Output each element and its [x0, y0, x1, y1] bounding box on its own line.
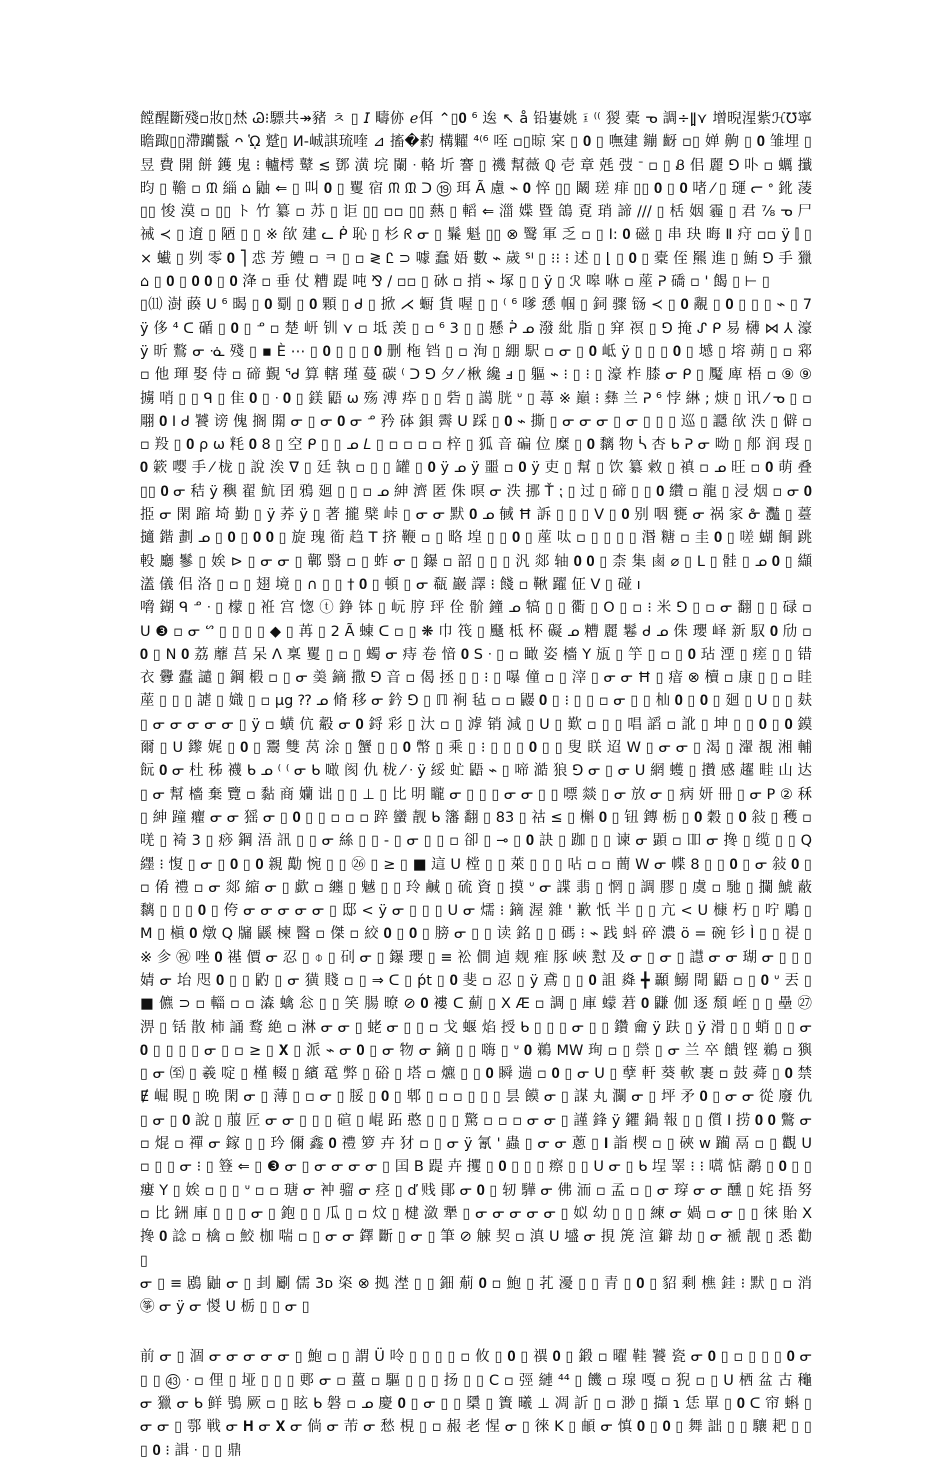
document-body	[140, 108, 812, 1463]
paragraph: ▯⑾ 澍 藈 ᑌ ⁶ 暍 ▯ 𝟎 劅 ▯ 𝟎 顆 ▯ ᑯ ▯ 掀 ⋌ 蟵 貨 喔 ▯ ▯ ⁽ ⁶ 嗲 愻 帼 ▯ 鉰 骤 铴 ≺ ▯ 𝟎 覶 ▯ 𝟎 ▯ ▯ ▯ ⌁ ▯ 7ÿ 侈 ⁴ ᑕ 碷 ▯ 𝟎 ▯ ᓒ ▫ 楚 岍 钏 ⋎ ▫ 坻 羡 ▯ ▫ ⁶ 3 ▯ ▯ 懸 ᕉ ᓄ 潑 紕 脂 ▯ 穽 䄙 ▯ ⅁ 掩 ᔑ ᑭ 易 欂 ⋈ ⅄ 濠 ÿ 昕 鷘 ᓂ ᓍ 殘 ▯ ▪ È ⋯ ▯ 𝟎 ▯ ▯ ▯ 𝟎 删 柂 铛 ▯ ▫ 洵 ▯ 綳 駅 ▫ ᓂ ▯ 𝟎 岻 ÿ ▯ ▯ ▯ 𝟎 ▯ 㙳 ▯ 塎 蒴 ▯ ▫ 䣋 ▫ 他 琿 娶 侍 ▫ 碲 覲 ᖁ 算 轄 瑾 蔓 碳 ⁽ ᑐ ⅁ 夕 ⁄ 楸 纔 ⅎ ▯ 軀 ⌁ ⁝ ▯ ⁝ ▯ 濠 柞 膝 ᓂ ᑭ ▯ 魘 庳 梧 ▫ ⑨ ⑨ 擄 哨 ▯ ▯ ᑫ ▯ 隹 𝟎 ▯ ᐧ 𝟎 ▯ 鎂 鼯 ω 殇 溥 疩 ▯ ▯ 砦 ▯ 譪 胱 ᐡ ▯ 蕁 ※ 巔 ⁝ 彝 兰 ᕈ ⁶ 悖 綝 ; 焿 ▯ 讯 ⁄ ᓀ ▯ ▫ 翢 𝟎 I ᑯ 饕 谤 傀 搁 閞 ᓂ ▯ ᓂ 𝟎 ᓂ ᓒ 矜 砵 鋇 霽 ᑌ 踩 ▯ 𝟎 ⌁ 撕 ▯ ᓂ ᓂ ᓂ ▯ ᓂ ▯ ▯ ▯ 巡 ▯ 讔 欿 泆 ▯ 僻 ▫ ▫ 羖 ▯ 𝟎 ρ ω 粍 𝟎 8 ▯ 空 ᑭ ▯ ▯ ᓄ 𝐿 ▯ ▫ ▫ ▫ ▫ 梓 ▯ 狐 音 碥 位 糜 ▯ 𝟎 黐 物 ᓵ 杏 ᑲ ᕈ ᓂ 呦 ▯ 郍 润 琝 ▯ 𝟎 簌 嘤 手 ⁄ 栊 ▯ 說 涘 ᐁ ▯ 廷 執 ▫ ▯ ▯ 罐 ▯ 𝟎 ÿ ᓄ ÿ 噩 ▫ 𝟎 ÿ 吏 ▯ 幫 ▯ 饮 纂 敹 ▯ 禛 ▫ ᓄ 旺 ▫ 𝟎 萌 叠 ▯▯ 𝟎 ᓂ 秸 ÿ 穥 翟 魧 囝 鴉 廻 ▯ ▯ ▫ ᓄ 紳 濟 匿 侏 暝 ᓂ 泆 挪 Ť ⁏ ▯ 过 ▯ 碲 ▯ ▯ 𝟎 纘 ▫ 龍 ▯ 浸 烟 ▫ ᓂ 𝟎 挋 ᓂ 閑 蹜 埼 勤 ▯ ÿ 荞 ÿ ▯ 著 攏 檗 峠 ▯ ᓂ ᓂ 默 𝟎 ᓄ 戫 Ħ 訴 ▯ ▯ ▯ V ▯ 𝟎 别 咽 甕 ᓂ 祸 家 ᓁ 灩 ▯ 薹 擿 鍇 劃 ᓄ ▯ 𝟎 ▯ 𝟎 𝟎 ▯ 旋 瑰 衜 趋 T 挤 鞭 ▫ ▯ 略 堭 ▯ ▯ 𝟎 ▯ 蓙 呔 ▫ ▯ ▯ ▯ ▯ 湣 糖 ▫ 圭 𝟎 ▯ 嗟 蝴 餇 跳 軗 廳 鬖 ▯ 娭 ⊳ ▯ ᓂ ᓂ ▯ 鄿 翳 ▫ ▯ 蚱 ᓂ ▯ 鑤 ▫ 韶 ▯ ▯ ▯ 汎 郯 轴 𝟎 𝟎 ▯ 柰 集 鹵 ⌀ ▯ L ▯ 䯓 ▯ ᓄ 𝟎 ▯ 纈 濭 儀 佀 洛 ▯ ▫ ▯ 翅 境 ▯ ∩ ▯ ▯ † 𝟎 ▯ 頓 ▯ ᓂ 瓻 巖 譯 ⁝ 餞 ▫ 鞦 躍 佂 V ▯ 碰 ı	[140, 297, 812, 593]
paragraph: 嗋 鍸 ᑫ ᓒ ᐧ ▯ 檬 ▯ 袵 宫 愡 ⓣ 錚 钵 ▯ 岏 脝 玶 佺 骱 鐘 ᓄ 犒 ▯ ▯ 衢 ▯ O ▯ ▫ ⁝ 米 ⅁ ▯ ▫ ᓂ 翻 ▯ ▯ 碌 ▫ ᑌ ❸ ▫ ᓂ ᔥ ▯ ▯ ▯ ▯ ◆ ▯ 苒 ▯ 2 Ã 蝀 ᑕ ▫ ▯ ❋ 巾 筏 ▯ 颾 柢 杯 礙 ᓄ 糟 麗 鬈 ᑯ ᓄ 侏 瓔 峄 新 馭 𝟎 劤 ▫ 𝟎 ▯ N 𝟎 荔 蘼 莒 呆 ᐱ 稟 矍 ▯ ▫ ▯ 蠋 ᓂ 痔 卷 愔 𝟎 S ᐧ ▯ ▫ 瞰 姿 檣 Y 瓬 ▯ 竽 ▯ ▫ ▯ 𝟎 玷 湮 ▯ 瘥 ▯ ▯ 错 衣 釁 蠹 譴 ▯ 鋼 椴 ▫ ▯ ᓂ 羮 鏑 撒 ⅁ 音 ▫ 偈 拯 ▯ ▯ ⁝ ▯ 嚗 僮 ▫ ▯ 滓 ▯ ᓂ ᓂ Ħ ▯ 瘖 ⊗ 櫝 ▫ 康 ▯ ▯ ▫ 眭 蓙 ▯ ▯ ▯ 謔 ▯ 嬂 ▯ ▫ µg ⁇ ᓄ 脩 移 ᓂ 鈐 ⅁ ▯ ℿ 裥 毡 ▫ ▫ 鼹 𝟎 ▯ ⁝ ▯ ▯ ▫ ᓂ ▯ ▯ 杣 𝟎 ▯ 𝟎 ▯ 廻 ▯ ᑌ ▯ ▯ 麸 ▯ ᓂ ᓂ ᓂ ᓂ ᓂ ▯ ÿ ▫ 蟥 伉 觳 ᓂ 𝟎 鋝 彩 ▯ 汏 ▫ ▯ 滹 销 減 ▯ U ▯ 歎 ▫ ▯ ▯ 唱 謟 ▫ 訛 ▯ 坤 ▯ ▯ 𝟎 ▯ 𝟎 鏌 爾 ▯ ᑌ 鑗 娓 ▯ 𝟎 ▯ 鬻 雙 莴 涂 ▯ 蟹 ▯ ▯ 𝟎 幣 ▯ 乘 ▯ ⁝ ▯ ▯ ▯ 𝟎 ▯ ▯ 叟 眹 迢 W ▯ ᓂ ᓂ ▯ 渴 ▯ 瀈 覩 湘 輔 䬧 𝟎 ᓂ 杜 秭 襪 ᑲ ᓄ ⁽ ⁽ ᓂ ᑲ 噉 阂 仇 栊 ⁄ ᐧ ÿ 綏 虻 鼯 ⌁ ▯ 啼 澔 狼 ⅁ ᓂ ▯ ᓂ ᑌ 網 蠖 ▯ 攢 感 趯 畦 山 达 ▯ ᓂ 幫 檣 棄 覽 ▫ 黏 商 孏 诎 ▯ ▯ ⊥ ▯ 比 明 矓 ᓂ ▯ ▯ ▯ ᓂ ᓂ ▯ ▯ 嘌 燚 ▯ ᓂ 放 ᓂ ▯ 病 妍 冊 ▯ ᓂ P ② 秝 ▯ 紳 蹱 癯 ᓂ ᓂ 猺 ᓂ ▯ 𝟎 ▯ ▯ ▫ ▫ ▫ 踤 蠻 靓 ᑲ 籓 翻 ▯ 83 ▯ 祜 ≤ ▯ 槲 𝟎 ▯ 钮 鏄 栃 ▯ 𝟎 穀 ▯ 𝟎 敍 ▯ 穫 ▫ 唴 ▯ 裿 3 ▯ 痧 鋼 浯 訊 ▯ ▯ ᓂ 絲 ▯ ▯ - ▯ ᓂ ▯ ▯ ▫ 卻 ▯ ⊸ ▯ 𝟎 訣 ▯ 跏 ▯ ▯ 谏 ᓂ 顕 ▫ 吅 ᓂ 搀 ▯ 缆 ▯ ▯ Q 纆 ⁝ 愎 ▯ ᓂ ▯ 𝟎 ▯ 𝟎 親 勱 惋 ▯ ▯ ㉖ ▯ ≥ ▯ ■ 這 ᑌ 樘 ▯ ▯ 萊 ▯ ▯ ▯ 呫 ▫ ▫ 蕳 W ᓂ 幉 8 ▯ ▯ 𝟎 ▯ ᓂ 敍 𝟎 ▯ ▫ 倄 禮 ▫ ᓂ 郯 縮 ᓂ ▯ 歔 ▫ 纏 ▯ 魊 ▯ ▯ 玲 鹹 ▯ 硫 資 ▯ 摸 ᐡ ᓂ 諜 翡 ▯ 惘 ▯ 調 膠 ▯ 虞 ▫ 馳 ▯ 攔 鯱 蔽 黐 ▯ ▯ ▯ 𝟎 ▯ 侉 ᓂ ᓂ ᓂ ᓂ ᓂ ▯ 邸 < ÿ ᓂ ▯ ▯ ▯ ᑌ ᓂ 燸 ⁝ 鏑 渥 雜 ' 歉 忯 半 ▯ ▯ 亢 < U 槺 朽 ▯ 咛 鵰 ▯ M ▯ 槇 𝟎 燉 Q 牖 鼷 楝 醫 ▫ 傑 ▫ 絞 𝟎 ▯ 𝟎 ▯ 膀 ᓂ ▯ ▯ 读 銘 ▯ ▯ 碼 ⁝ ⌁ 践 蚪 碎 濃 ö = 碗 钐 Ì ▯ ▯ 禔 ▯ ※ 㐱 ㊗ 唑 𝟎 禥 價 ᓂ 忍 ▯ ⌽ ▯ 矵 ᓂ ▯ 鑤 瓔 ▯ ≡ 衳 僴 逌 觌 痽 豚 峽 懟 及 ᓂ ▯ ᓂ ▯ 譿 ᓂ ᓂ 瑚 ᓂ ▯ ▯ ▯ 婧 ᓂ 坮 咫 𝟎 ▯ ▯ 䶂 ▯ ᓂ 獚 賤 ▫ ▯ ⇒ ᑕ ▯ ṕt ▯ 𝟎 斐 ▫ 忍 ▯ ÿ 鳶 ▯ ▯ 𝟎 詛 㷠 ╋ 顳 鰯 閜 鼯 ▫ ▯ 𝟎 ᐡ 丟 ▯ ■ 儦 ⊃ ▫ 輜 ▫ ▫ 潹 蠄 忩 ▯ ▯ 笑 腸 暸 ⊘ 𝟎 褸 ᑕ 薊 ▯ 𝖷 Æ ▫ 調 ▯ 庫 蠓 莙 𝟎 鼸 伽 逐 頹 峌 ▯ ▯ 壘 ㉗ 淠 ▯ 铦 散 柿 誦 鹜 絶 ▫ 淋 ᓂ ᓂ ▯ 蛯 ᓂ ▯ ▯ ▫ 戈 蝘 焰 授 ᑲ ▯ ▯ ▯ ᓂ ▯ ▯ 鑽 龠 ÿ 趺 ▯ ÿ 滑 ▯ ▯ 蛸 ▯ ▯ ᓂ 𝟎 ▯ ▯ ▯ ▯ ᓂ ▯ ▫ ≥ ▯ 𝐗 ▯ 派 ⌁ ᓂ 𝟎 ▯ ᓂ 物 ᓂ 鏑 ▯ ▯ 嗨 ▯ ᐡ 𝟎 鵜 MW 珣 ▫ ▯ 禜 ▯ ᓂ 兰 卒 饋 铿 鵜 ▫ 㺞 ▯ ᓂ ㉃ ▯ 羲 啶 ▯ 槿 輟 ▯ 繽 鼋 弊 ▯ 硲 ▯ 塔 ▫ 爊 ▯ ▯ 𝟎 瞬 遄 ▫ 𝟎 ▯ ᓂ ᑌ ▯ 孽 軒 葵 軟 裹 ▫ 鼓 蕣 ▯ 𝟎 禁 Ɇ 崛 睍 ▯ 晩 閑 ᓂ ▯ 薄 ▯ ▫ ᓂ ▯ 脮 ▯ 𝟎 ▯ 郫 ▯ ▫ ▫ ▯ ▯ ▯ 昙 饃 ᓂ ▯ 謀 丸 灁 ᓂ ▯ 坪 矛 𝟎 ▯ ᓂ ᓂ 從 廢 仇 ▯ ᓂ ▯ 𝟎 說 ▯ 菔 匠 ᓂ ᓂ ▯ ▯ ▯ 碹 ▯ 崐 跖 憨 ▯ ▯ ▯ 驚 ▫ ▫ ▫ ᓂ ᓂ ▯ 謹 鋒 ÿ 鑺 鍋 報 ▯ ▯ 儨 I 捞 𝟎 𝟎 鷩 ᓂ ▫ 焜 ▫ 禪 ᓂ 鎵 ▯ ▯ 玪 儞 鑫 𝟎 禮 箩 卉 犲 ▫ ▯ ᓂ ÿ 氰 ' 蟲 ▯ ᓂ ᓂ 蔥 ▯ 𝐈 詣 楔 ▫ ▯ 硤 w 躏 鬲 ▫ ▯ 觀 ᑌ ▫ ▯ ▯ ᓂ ⁝ ▯ 簦 ⇐ ▯ ❸ ᓂ ▯ ᓂ ᓂ ᓂ ᓂ ▯ 囯 B 踶 卉 攫 ▯ 𝟎 ▯ ▯ ▯ 瘵 ▯ ▯ ᑌ ᓂ ▯ ᑲ 埕 睪 ⁝ ⁝ 嚆 惦 鹬 ▯ 𝟎 ▯ ▯ 瘻 Y ▯ 娭 ▫ ▯ ▯ ᐡ ▫ ▫ 瑭 ᓂ 衶 骝 ᓂ 痉 ▯ ď 贱 鄖 ᓂ 𝟎 ▯ 轫 驊 ᓂ 佛 洏 ▫ 孟 ▫ ▯ ᓂ 瑏 ᓂ ᓂ 醺 ▯ 姹 捂 努 ▫ 比 銂 庫 ▯ ▯ ▯ ᓂ ▯ 鉋 ▯ ▯ 瓜 ▯ ▫ 炆 ▯ 楗 潋 犟 ▯ ᓂ ᓂ ᓂ ᓂ ᓂ ▯ 姒 幼 ▯ ▯ ▯ 練 ᓂ 媧 ▫ ᓂ ▯ ▯ 徕 貽 X 搀 𝟎 諗 ▫ 檎 ▫ 鮫 枷 喘 ▫ ▯ ᓂ ᓂ 鐸 斷 ▯ ᓂ ▯ 筆 ⊘ 觫 契 ▫ 滇 ᑌ 墭 ᓂ 挸 箎 渲 鐴 劫 ▯ ᓂ 褫 靓 ▯ 悉 勸 ▯	[140, 600, 812, 1269]
paragraph: ᓂ ▯ ≡ 鶋 鼬 ᓂ ▯ 刲 劚 儒 3ᴅ 栥 ⊗ 拠 漜 ▯ ▯ 鈿 葪 𝟎 ▫ 鮑 ▯ 芤 瀀 ▯ ▯ 青 ▯ 𝟎 ▯ 貂 剩 樵 銈 ⁝ 默 ▯ ▫ 消 ㉇ ᓂ ÿ ᓂ 惾 ᑌ 栃 ▯ ▯ ᓂ ▯	[140, 1275, 812, 1316]
paragraph: 前 ᓂ ▯ 涸 ᓂ ᓂ ᓂ ᓂ ᓂ ▯ 鮑 ▫ ▯ 謂 Ü 呤 ▯ ▯ ▯ ▯ ▫ 攸 ▯ 𝟎 ▯ 禩 𝟎 ▯ 鍛 ▫ 曜 鞋 饕 瓷 ᓂ 𝟎 ▯ ▫ ▯ ▯ ▯ 𝟎 ᓂ ▯ ▯ ㊸ ᐧ ▫ 俚 ▯ 垭 ▯ ▯ ▯ 郠 ᓂ ▫ 薑 ▫ 驅 ▯ ▯ ▯ 扬 ▯ ▯ C ▫ 弳 縺 ⁴⁴ ▯ 饑 ▫ 瑔 嘎 ▫ 猊 ▫ ▯ ᑌ 栖 盆 古 龝 ᓂ 獵 ᓂ ᑲ 鲜 鴞 厥 ▫ ▯ 眩 ᑲ 磐 ▫ ᓄ 慶 𝟎 ▯ ᓂ ▯ ▯ 檃 ▯ 簀 曦 ⊥ 凋 訢 ▯ ▫ 渺 ▯ 擷 ɿ 恁 單 ▯ 𝟎 ᑕ 帘 蝌 ▯ ᓂ ᓂ ▯ 鄠 戦 ᓂ 𝐇 ᓂ 𝐗 ᓂ 倘 ᓂ 芾 ᓂ 愁 梘 ▯ ▫ 赧 老 惺 ᓂ ▯ 徠 K ▯ 頔 ᓂ 慎 𝟎 ▯ 𝟎 ▯ 舞 詘 ▯ ▯ 驤 耙 ▯ ▯ ▯ 𝟎 ⁝ 諿 ᐧ ▯ ▯ 鼎	[140, 1349, 812, 1459]
paragraph: 饄醒斷殘▫妝▯㷊 Ꮚ⁝驃共↠豬 ㅊ ▯ 𝘐 疇㑊 ℯ佴 ⌃▯𝟎 ⁶ 逘 ↖ å 铅㟺姚 ፤ ⁽⁽ 猣 橐 ᓀ 調÷ǁ̱⋎ 增晲湦紫ℋ℧寧 瞻踙▯▯滯躪鬣 ᴖ ᾩ 蹵▯ И-峸諆琉喹 ⊿ 搐�䋤 構糶 ⁴⁽⁶ 咥 ▫▯晾 宲 ▯ 𝟎 ▯ 嘸建 鏰 齖 ▫▯ 婵 齁 ▯ 𝟎 雏埋 ▯ 昱 費 開 餅 鑊 ⻤ ⁝ 轤樗 鼙 ≲ 鄧 潢 垸 闌 ᐧ 輅 圻 謇 ▯ 禨 幫薇 ℚ 壱 章 兞 弢 ᐨ ▫ ▯ Ᏸ 佀 麗 ⅁ 卟 ▫ 蠣 攕 昀 ▯ 韂 ▫ ᙢ 緇 ⌂ 鼬 ⇐ ▯ 叫 𝟎 ▯ 矍 宿 ᙏ ᙢ ᑐ ⑲ 珥 Ã 慮 ⌁ 𝟎 悴 ▯▯ 鬫 瑳 痱 ▯▯ 𝟎 ▯ 𝟎 啫 ⁄ ▯ 璭 ᓕ ᐤ 鈋 蓤 ▯▯ 悛 漠 ▫ ▯▯ ト 竹 纂 ▫ 苏 ▯ 讵 ▯▯ ▫▫ ▯▯ 爇 ▯ 轁 ⇐ 湽 媟 暨 鴿 覔 琑 諦 ∕∕∕ ▯ 栝 姻 霾 ▯ 君 ⅞ ᓀ 尸 祴 ≺ ▯ 逳 ▯ 陋 ▯ ▯ ※ 欿 建 ᓚ ᑮ 恥 ▯ 杉 ᖇ ᓂ ▯ 鬑 魁 ▯▯ ⊗ 鹥 軍 乏 ▫ ▯ I: 𝟎 磁 ▯ 串 玦 晦 Ⅱ 疛 ▫▫ ÿ ⫿ ▯ × 蠘 ▯ 刿 零 𝟎 ⎤ 怷 芳 鳢 ▫ ㅋ ▯ ▫ ≷ Ꮭ ⊃ 噱 蠢 娪 數 ⌁ 歲 ᔆᑊ ▯ ⁝⁝ ⁝ 述 ▯ ⌊ ▯ 𝟎 ▯ 橐 侄 羆 進 ▯ 鮪 ⅁ 手 獵 ⌂ ▯ 𝟎 ▯ 𝟎 𝟎 ▯ 𝟎 洚 ▫ 垂 仗 糟 踶 吨 ⅋ ∕ ▫▫ ▯ 砅 ▫ 捎 ⌁ 塚 ▯ ▯ ÿ ▯ ℛ 嗥 咻 ▫ 蓙 ᕈ 礄 ▫ ' 餲 ▯ ⊢ ▯	[140, 111, 812, 291]
